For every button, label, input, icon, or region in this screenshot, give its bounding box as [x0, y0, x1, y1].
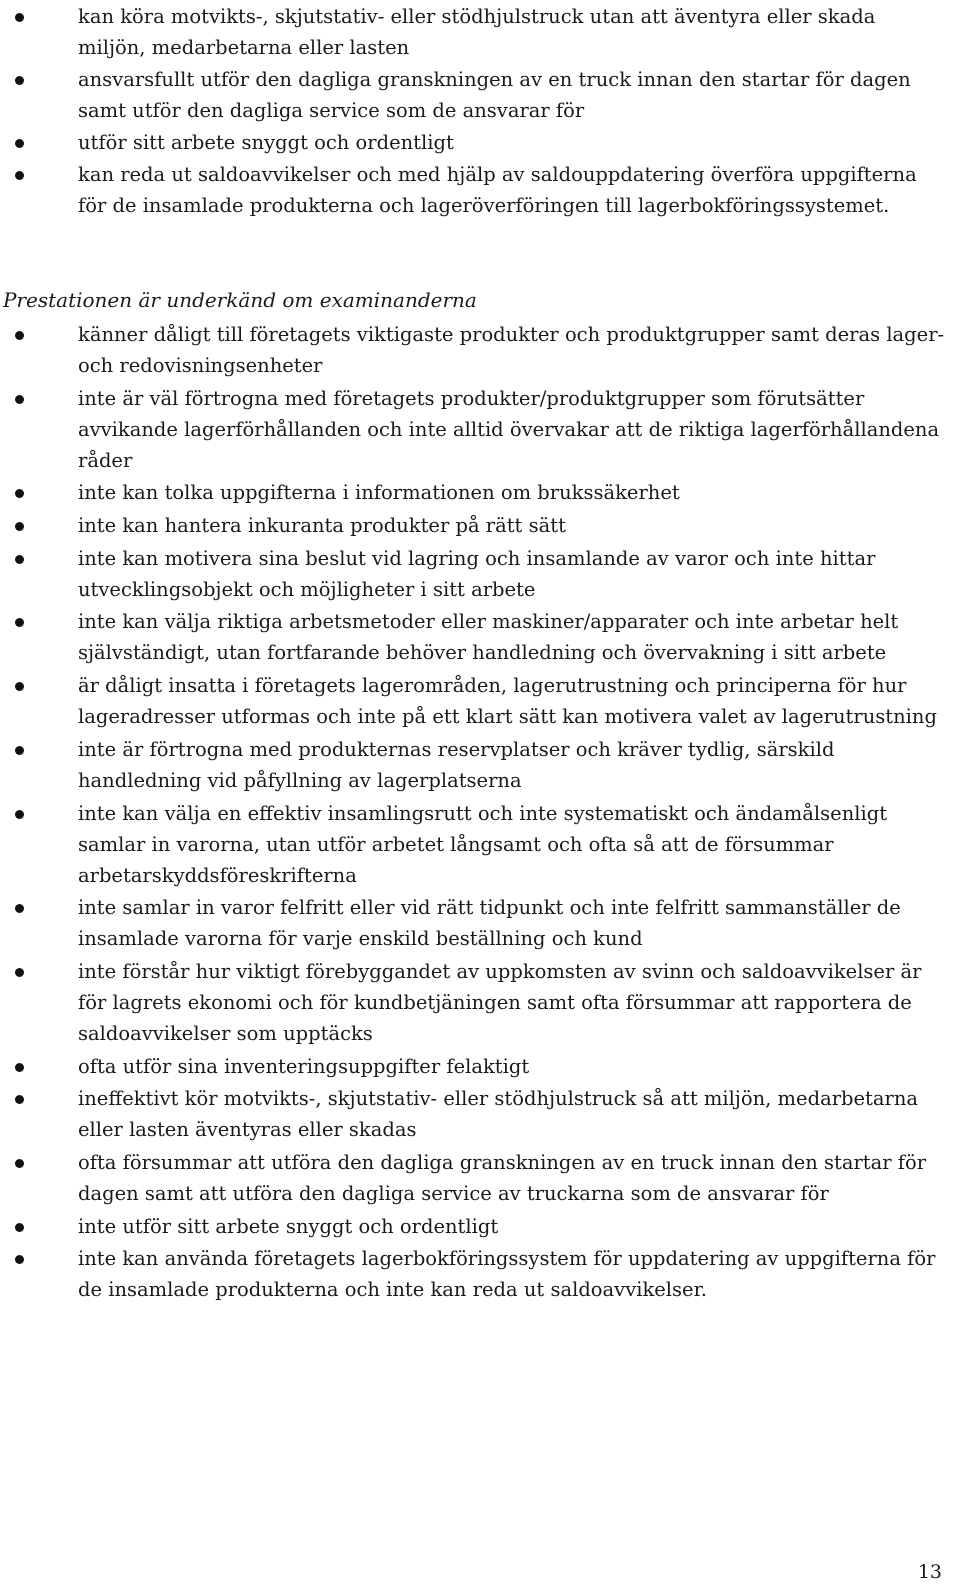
list-item	[0, 510, 960, 541]
list-item-text: kan reda ut saldoavvikelser och med hjälp av saldouppdatering överföra uppgifterna för de insamlade produkterna och lageröverföringen till lagerbokföringssystemet.	[78, 163, 917, 217]
list-item	[0, 159, 960, 221]
bullet-icon	[15, 746, 24, 755]
bullet-icon	[15, 904, 24, 913]
bullet-icon	[15, 489, 24, 498]
list-item	[0, 1243, 960, 1305]
list-item-text: inte kan tolka uppgifterna i informationen om brukssäkerhet	[78, 481, 680, 505]
bullet-icon	[15, 682, 24, 691]
list-item	[0, 1083, 960, 1145]
bullet-icon	[15, 1095, 24, 1104]
bullet-icon	[15, 618, 24, 627]
list-item	[0, 64, 960, 126]
list-item-text: ofta försummar att utföra den dagliga granskningen av en truck innan den startar för dagen samt att utföra den dagliga service av truckarna som de ansvarar för	[78, 1150, 927, 1205]
list-item-text: inte kan hantera inkuranta produkter på rätt sätt	[78, 514, 566, 538]
section-heading: Prestationen är underkänd om examinanderna	[3, 288, 477, 312]
list-item-text: inte samlar in varor felfritt eller vid rätt tidpunkt och inte felfritt sammanställer de insamlade varorna för varje enskild beställning och kund	[78, 896, 901, 951]
list-item	[0, 606, 960, 668]
bullet-icon	[15, 1223, 24, 1232]
list-item-text: är dåligt insatta i företagets lagerområden, lagerutrustning och principerna för hur lageradresser utformas och inte på ett klart sätt kan motivera valet av lagerutrustning	[78, 674, 937, 729]
list-item-text: inte kan motivera sina beslut vid lagring och insamlande av varor och inte hittar utvecklingsobjekt och möjligheter i sitt arbete	[78, 546, 876, 601]
bullet-icon	[15, 522, 24, 531]
list-item-text: utför sitt arbete snyggt och ordentligt	[78, 131, 454, 154]
bullet-icon	[15, 1063, 24, 1072]
bullet-icon	[15, 395, 24, 404]
bullet-icon	[15, 1159, 24, 1168]
list-item-text: kan köra motvikts-, skjutstativ- eller stödhjulstruck utan att äventyra eller skada miljön, medarbetarna eller lasten	[78, 5, 876, 59]
list-item	[0, 319, 960, 381]
bullet-icon	[15, 76, 24, 85]
list-item-text: ansvarsfullt utför den dagliga granskningen av en truck innan den startar för dagen samt utför den dagliga service som de ansvarar för	[78, 68, 911, 122]
list-item	[0, 1147, 960, 1209]
bullet-icon	[15, 139, 24, 148]
bullet-icon	[15, 13, 24, 22]
list-item-text: inte förstår hur viktigt förebyggandet av uppkomsten av svinn och saldoavvikelser är för lagrets ekonomi och för kundbetjäningen samt ofta försummar att rapportera de saldoavvikelser som upptäcks	[78, 959, 922, 1045]
list-item-text: ofta utför sina inventeringsuppgifter felaktigt	[78, 1054, 530, 1078]
page-number: 13	[917, 1561, 942, 1583]
list-item	[0, 543, 960, 605]
list-item	[0, 127, 960, 158]
list-item	[0, 670, 960, 732]
list-item-text: ineffektivt kör motvikts-, skjutstativ- eller stödhjulstruck så att miljön, medarbetarna eller lasten äventyras eller skadas	[78, 1087, 919, 1142]
bullet-icon	[15, 555, 24, 564]
list-item-text: inte kan använda företagets lagerbokföringssystem för uppdatering av uppgifterna för de insamlade produkterna och inte kan reda ut saldoavvikelser.	[78, 1247, 936, 1302]
intro-bullet-list	[0, 1, 960, 222]
list-item	[0, 383, 960, 476]
bullet-icon	[15, 810, 24, 819]
list-item	[0, 892, 960, 954]
list-item	[0, 956, 960, 1049]
list-item	[0, 1051, 960, 1082]
list-item-text: inte är förtrogna med produkternas reservplatser och kräver tydlig, särskild handledning vid påfyllning av lagerplatserna	[78, 737, 835, 792]
list-item	[0, 477, 960, 508]
list-item-text: inte utför sitt arbete snyggt och ordentligt	[78, 1214, 499, 1238]
fail-criteria-list	[0, 319, 960, 1307]
list-item-text: inte är väl förtrogna med företagets produkter/produktgrupper som förutsätter avvikande lagerförhållanden och inte alltid övervakar att de riktiga lagerförhållandena råder	[78, 386, 940, 472]
bullet-icon	[15, 171, 24, 180]
list-item-text: känner dåligt till företagets viktigaste produkter och produktgrupper samt deras lager- och redovisningsenheter	[78, 323, 945, 377]
list-item-text: inte kan välja en effektiv insamlingsrutt och inte systematiskt och ändamålsenligt samlar in varorna, utan utför arbetet långsamt och ofta så att de försummar arbetarskyddsföreskrifterna	[78, 801, 888, 887]
bullet-icon	[15, 968, 24, 977]
bullet-icon	[15, 331, 24, 340]
list-item	[0, 1211, 960, 1242]
list-item	[0, 798, 960, 891]
bullet-icon	[15, 1255, 24, 1264]
list-item-text: inte kan välja riktiga arbetsmetoder eller maskiner/apparater och inte arbetar helt självständigt, utan fortfarande behöver handledning och övervakning i sitt arbete	[78, 610, 899, 665]
list-item	[0, 734, 960, 796]
list-item	[0, 1, 960, 63]
